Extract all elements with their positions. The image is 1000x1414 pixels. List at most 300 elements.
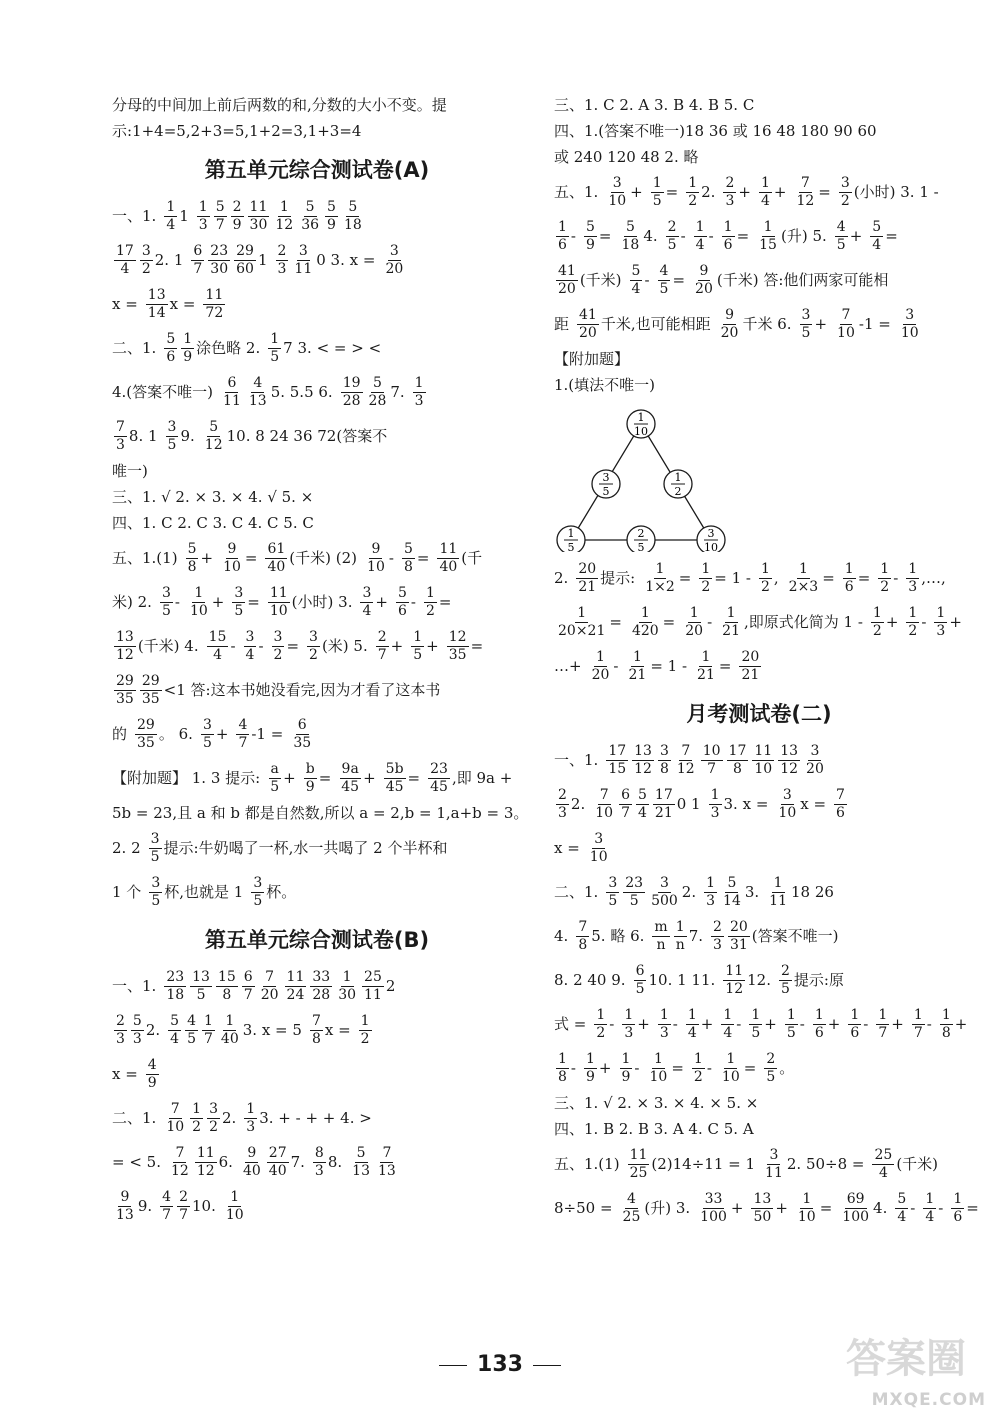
numerator: 41 (558, 263, 576, 280)
answer-line (112, 484, 522, 510)
numerator: 23 (210, 243, 229, 260)
numerator: 3 (389, 243, 399, 260)
text-segment: + (390, 637, 404, 655)
fraction (234, 243, 256, 276)
denominator: 2 (141, 260, 151, 277)
numerator: 3 (659, 875, 669, 892)
denominator: 35 (116, 690, 134, 707)
text-segment: (答案不唯一) (751, 927, 839, 945)
numerator: 1 (773, 875, 783, 892)
text-segment: 6. (218, 1153, 233, 1171)
answer-line (554, 346, 964, 372)
numerator: 1 (596, 1007, 606, 1024)
fraction (169, 1145, 191, 1178)
text-segment: x = (112, 295, 138, 313)
fraction (267, 1145, 289, 1178)
numerator: 6 (193, 243, 203, 260)
denominator: 9 (183, 348, 193, 365)
numerator: 1 (413, 629, 423, 646)
denominator: 40 (242, 1162, 261, 1179)
denominator: 9 (305, 778, 315, 795)
node-denominator: 5 (602, 485, 610, 498)
numerator: 1 (166, 199, 176, 216)
text-segment: x = (324, 1021, 351, 1039)
numerator: 1 (425, 585, 435, 602)
text-segment: 2. (681, 883, 697, 901)
fraction (195, 1145, 217, 1178)
text-segment: = (665, 183, 679, 201)
numerator: 1 (723, 219, 733, 236)
numerator: 5 (187, 541, 197, 558)
text-segment: 涂色略 2. (196, 339, 261, 357)
fraction (268, 331, 281, 364)
fraction (834, 787, 847, 820)
denominator: 5 (202, 734, 212, 751)
fraction (556, 787, 569, 820)
numerator: 3 (801, 307, 811, 324)
numerator: 3 (273, 629, 283, 646)
numerator: 23 (430, 761, 448, 778)
answer-line (554, 1090, 964, 1116)
node-denominator: 5 (637, 541, 645, 552)
denominator: 3 (277, 260, 287, 277)
text-segment: 18 26 (791, 883, 834, 901)
numerator: 17 (728, 743, 747, 760)
fraction (906, 561, 919, 594)
denominator: 2 (596, 1024, 606, 1041)
denominator: 10 (223, 558, 241, 575)
text-segment: 12. (747, 971, 771, 989)
denominator: 18 (166, 986, 185, 1003)
fraction (719, 307, 741, 340)
numerator: 1 (814, 1007, 824, 1024)
numerator: 2 (725, 175, 735, 192)
text-segment: = < 5. (112, 1153, 161, 1171)
text-segment: 分母的中间加上前后两数的和,分数的大小不变。提 (112, 96, 447, 114)
text-segment: = (247, 593, 260, 611)
denominator: 5 (413, 646, 423, 663)
fraction (114, 1013, 127, 1046)
fraction (835, 219, 848, 252)
answer-line (554, 1186, 979, 1230)
denominator: 5 (270, 348, 280, 365)
denominator: 4 (170, 1030, 180, 1047)
fraction (619, 787, 632, 820)
numerator: 1 (194, 585, 204, 602)
denominator: 7 (238, 734, 248, 751)
denominator: 10 (721, 1068, 740, 1085)
denominator: 40 (439, 558, 458, 575)
answer-line (112, 712, 522, 756)
fraction (203, 287, 225, 320)
fraction (711, 919, 724, 952)
denominator: 45 (430, 778, 448, 795)
denominator: 4 (723, 1024, 733, 1041)
text-segment: ,即原式化简为 1 - (743, 613, 863, 631)
numerator: 5b (385, 761, 404, 778)
node-numerator: 3 (707, 527, 715, 540)
denominator: 2 (880, 578, 890, 595)
numerator: 6 (297, 717, 307, 734)
answer-line (112, 1096, 522, 1140)
numerator: 12 (448, 629, 467, 646)
text-segment: (2)14÷11 = 1 (651, 1155, 756, 1173)
denominator: 5 (751, 1024, 761, 1041)
numerator: 3 (202, 717, 212, 734)
denominator: 5 (150, 848, 160, 865)
denominator: 21 (697, 666, 715, 683)
numerator: 5 (170, 1013, 180, 1030)
denominator: 14 (147, 304, 166, 321)
numerator: 1 (850, 1007, 860, 1024)
denominator: 11 (765, 1164, 783, 1181)
numerator: 33 (312, 969, 331, 986)
text-segment: - (613, 657, 619, 675)
node-numerator: 1 (567, 527, 575, 540)
answer-line (554, 118, 964, 144)
numerator: 5 (356, 1145, 366, 1162)
numerator: 7 (599, 787, 609, 804)
answer-line (112, 458, 522, 484)
text-segment: -1 = (858, 315, 891, 333)
numerator: 1 (414, 375, 424, 392)
fraction (402, 541, 415, 574)
denominator: 35 (141, 690, 160, 707)
answer-line (112, 800, 529, 826)
denominator: 30 (249, 216, 268, 233)
numerator: 1 (192, 1101, 202, 1118)
numerator: 1 (693, 1051, 703, 1068)
text-segment: 距 (554, 315, 570, 333)
fraction (839, 175, 852, 208)
fraction (651, 175, 664, 208)
denominator: 4 (925, 1208, 935, 1225)
fraction (698, 1191, 729, 1224)
text-segment: (小时) 3. (291, 593, 353, 611)
denominator: 12 (204, 436, 223, 453)
text-segment: 三、1. C 2. A 3. B 4. B 5. C (554, 96, 755, 114)
denominator: 5 (801, 324, 811, 341)
denominator: 45 (385, 778, 404, 795)
numerator: 1 (908, 561, 918, 578)
fraction (236, 717, 249, 750)
denominator: 2 (840, 192, 850, 209)
fraction (181, 331, 194, 364)
fraction (606, 175, 628, 208)
fraction (341, 375, 363, 408)
text-segment: 0 3. x = (316, 251, 376, 269)
fraction (556, 605, 607, 638)
fraction (360, 585, 373, 618)
numerator: 4 (238, 717, 248, 734)
denominator: 5 (766, 1068, 776, 1085)
fraction (906, 605, 919, 638)
fraction (160, 1189, 173, 1222)
numerator: 1 (798, 561, 808, 578)
denominator: 5 (786, 1024, 796, 1041)
answer-line (112, 282, 522, 326)
text-segment: = (318, 769, 332, 787)
text-segment: 1 (179, 207, 189, 225)
text-segment: - (706, 1059, 712, 1077)
denominator: 5 (270, 778, 280, 795)
text-segment: 1 个 (112, 883, 142, 901)
text-segment: + (598, 1059, 612, 1077)
text-segment: 9. (180, 427, 195, 445)
denominator: 7 (215, 216, 225, 233)
text-segment: - (910, 1199, 916, 1217)
answer-line (112, 370, 522, 414)
denominator: 21 (654, 804, 673, 821)
denominator: 2×3 (788, 578, 819, 595)
fraction (686, 1007, 699, 1040)
denominator: 2 (688, 192, 698, 209)
fraction (556, 1051, 569, 1084)
text-segment: 五、1.(1) (554, 1155, 620, 1173)
denominator: 4 (872, 236, 882, 253)
fraction (951, 1191, 964, 1224)
watermark-url: MXQE.COM (871, 1390, 986, 1410)
numerator: 15 (217, 969, 236, 986)
denominator: 10 (754, 760, 773, 777)
text-segment: 示:1+4=5,2+3=5,1+2=3,1+3=4 (112, 122, 362, 140)
numerator: 1 (687, 1007, 697, 1024)
fraction (191, 243, 204, 276)
numerator: 5 (327, 199, 336, 216)
numerator: 3 (151, 875, 161, 892)
fraction (695, 649, 717, 682)
denominator: 21 (578, 578, 597, 595)
answer-line (554, 644, 964, 688)
denominator: 4 (687, 1024, 697, 1041)
fraction (114, 243, 136, 276)
numerator: 11 (754, 743, 773, 760)
numerator: 1 (204, 1013, 213, 1030)
fraction (231, 199, 244, 232)
fraction (666, 219, 679, 252)
denominator: 20 (591, 666, 610, 683)
numerator: 7 (265, 969, 275, 986)
fraction (188, 585, 210, 618)
denominator: 12 (725, 980, 744, 997)
fraction (146, 287, 168, 320)
denominator: 40 (267, 558, 286, 575)
text-segment: 唯一) (112, 462, 148, 480)
denominator: 3 (936, 622, 946, 639)
text-segment: x = (169, 295, 196, 313)
denominator: 500 (651, 892, 678, 909)
text-segment: 4. (873, 1199, 888, 1217)
denominator: 3 (314, 1162, 324, 1179)
numerator: 29 (116, 673, 134, 690)
text-segment: 【附加题】 (554, 350, 630, 368)
text-segment: 2. (221, 1109, 237, 1127)
fraction (202, 1013, 215, 1046)
numerator: 2 (558, 787, 567, 804)
numerator: 11 (205, 287, 224, 304)
watermark-logo (838, 1324, 988, 1396)
denominator: 15 (608, 760, 627, 777)
denominator: 5 (187, 1030, 196, 1047)
denominator: 5 (659, 280, 669, 297)
numerator: 2 (377, 629, 387, 646)
denominator: 2 (701, 578, 711, 595)
numerator: 41 (579, 307, 597, 324)
text-segment: 一、1. (554, 751, 599, 769)
numerator: 23 (625, 875, 644, 892)
denominator: 24 (286, 986, 305, 1003)
fraction (628, 1147, 650, 1180)
text-segment: 【附加题】 1. 3 提示: (112, 769, 261, 787)
fraction (757, 219, 779, 252)
numerator: 7 (578, 919, 588, 936)
denominator: 10 (589, 848, 608, 865)
text-segment: - (258, 637, 264, 655)
answer-line (554, 1002, 968, 1046)
text-segment: = (885, 227, 898, 245)
denominator: 8 (558, 1068, 567, 1085)
fraction (606, 743, 628, 776)
text-segment: = 1 - (714, 569, 751, 587)
numerator: 29 (141, 673, 160, 690)
text-segment: = (672, 271, 686, 289)
text-segment: 8. (327, 1153, 343, 1171)
numerator: 3 (362, 585, 372, 602)
fraction (751, 1191, 773, 1224)
text-segment: 3. x = (723, 795, 769, 813)
numerator: 2 (179, 1189, 188, 1206)
answer-line (112, 238, 522, 282)
numerator: 7 (311, 1013, 321, 1030)
text-segment: = (819, 1199, 833, 1217)
numerator: 1 (701, 649, 711, 666)
fraction (813, 1007, 826, 1040)
numerator: 1 (653, 1051, 663, 1068)
text-segment: 7. (290, 1153, 305, 1171)
fraction (709, 787, 722, 820)
text-segment: 2. (701, 183, 716, 201)
answer-line (554, 258, 964, 302)
fraction (114, 629, 136, 662)
numerator: 2 (277, 243, 287, 260)
text-segment: 提示:牛奶喝了一杯,水一共喝了 2 个半杯和 (163, 839, 448, 857)
numerator: 10 (702, 743, 721, 760)
fraction (759, 175, 772, 208)
denominator: 20×21 (558, 622, 606, 639)
text-segment: + (773, 183, 787, 201)
text-segment: 提示: (600, 569, 636, 587)
numerator: 1 (652, 175, 662, 192)
fraction (276, 243, 289, 276)
fraction (634, 963, 647, 996)
fraction (313, 1145, 326, 1178)
numerator: 1 (701, 561, 711, 578)
fraction (216, 969, 238, 1002)
fraction (767, 875, 789, 908)
fraction (787, 561, 821, 594)
denominator: 3 (246, 1118, 256, 1135)
denominator: 11 (769, 892, 787, 909)
denominator: 50 (753, 1208, 772, 1225)
right-column (554, 92, 979, 1230)
answer-line (112, 326, 522, 370)
fraction (620, 1051, 633, 1084)
denominator: 1×2 (645, 578, 675, 595)
text-segment: - (708, 227, 714, 245)
section-title: 第五单元综合测试卷(A) (204, 158, 430, 182)
denominator: 5 (629, 892, 639, 909)
denominator: 10 (367, 558, 385, 575)
denominator: 9 (232, 216, 242, 233)
numerator: 17 (116, 243, 134, 260)
answer-line (554, 1116, 964, 1142)
dash-right (533, 1365, 561, 1366)
text-segment: 8. 1 (128, 427, 158, 445)
text-segment: = (857, 569, 871, 587)
text-segment: - (634, 1059, 640, 1077)
fraction (739, 649, 761, 682)
fraction (164, 969, 186, 1002)
numerator: 1 (802, 1191, 812, 1208)
numerator: 3 (659, 743, 669, 760)
numerator: 1 (360, 1013, 370, 1030)
numerator: 1 (726, 605, 736, 622)
denominator: 35 (293, 734, 312, 751)
numerator: 3 (612, 175, 622, 192)
fraction (895, 1191, 908, 1224)
denominator: 8 (659, 760, 669, 777)
denominator: 3 (710, 804, 720, 821)
numerator: 4 (147, 1057, 157, 1074)
fraction (727, 743, 749, 776)
numerator: 1 (246, 1101, 256, 1118)
denominator: 3 (116, 1030, 125, 1047)
fraction (692, 1051, 705, 1084)
text-segment: 2. 50÷8 = (786, 1155, 865, 1173)
numerator: 1 (621, 1051, 631, 1068)
fraction (168, 1013, 181, 1046)
fraction (763, 1147, 785, 1180)
fraction (362, 969, 384, 1002)
denominator: 3 (908, 578, 918, 595)
numerator: 5 (305, 199, 315, 216)
fraction (114, 419, 127, 452)
fraction (164, 199, 177, 232)
fraction (291, 717, 313, 750)
fraction (214, 199, 227, 232)
answer-line (112, 194, 522, 238)
numerator: 3 (608, 875, 618, 892)
node-numerator: 2 (637, 527, 645, 540)
fraction (653, 787, 675, 820)
denominator: 10 (269, 602, 288, 619)
denominator: 8 (311, 1030, 321, 1047)
fraction (693, 263, 715, 296)
numerator: 2 (713, 919, 722, 936)
denominator: 3 (198, 216, 208, 233)
fraction (923, 1191, 936, 1224)
denominator: 11 (364, 986, 382, 1003)
numerator: 3 (161, 585, 171, 602)
section-title: 月考测试卷(二) (686, 702, 832, 726)
text-segment: 7 3. < = > < (283, 339, 382, 357)
denominator: 6 (558, 236, 567, 253)
numerator: 3 (253, 875, 263, 892)
denominator: 9 (327, 216, 336, 233)
fraction (778, 743, 800, 776)
denominator: 10 (797, 1208, 816, 1225)
denominator: 7 (162, 1206, 172, 1223)
